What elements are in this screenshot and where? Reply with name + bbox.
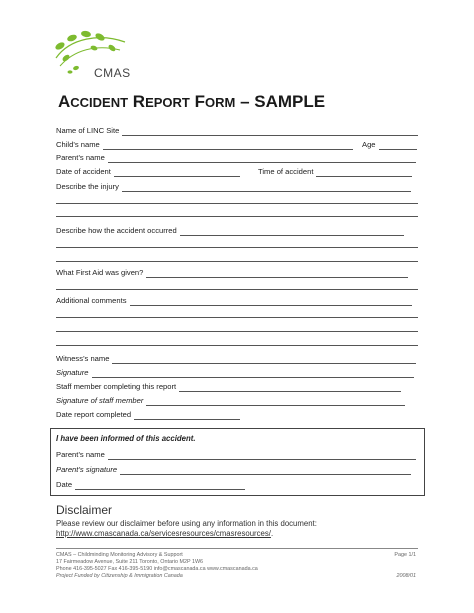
box-parents-signature-field[interactable]: Parent’s signature (56, 463, 411, 475)
how-line-3[interactable] (56, 261, 418, 262)
how-line-2[interactable] (56, 247, 418, 248)
informed-heading: I have been informed of this accident. (56, 434, 196, 443)
footer-org: CMAS – Childminding Monitoring Advisory & Support (56, 552, 183, 558)
first-aid-line-2[interactable] (56, 289, 418, 290)
additional-comments-field[interactable]: Additional comments (56, 294, 412, 306)
describe-how-field[interactable]: Describe how the accident occurred (56, 224, 404, 236)
first-aid-field[interactable]: What First Aid was given? (56, 266, 408, 278)
date-report-field[interactable]: Date report completed (56, 408, 240, 420)
comments-line-2[interactable] (56, 317, 418, 318)
childs-name-field[interactable]: Child’s name (56, 138, 353, 150)
logo-text: CMAS (94, 66, 131, 80)
injury-line-3[interactable] (56, 216, 418, 217)
disclaimer-text: Please review our disclaimer before using any information in this document: (56, 519, 317, 528)
linc-site-field[interactable]: Name of LINC Site (56, 124, 418, 136)
date-of-accident-field[interactable]: Date of accident (56, 165, 240, 177)
witness-name-field[interactable]: Witness’s name (56, 352, 416, 364)
comments-line-4[interactable] (56, 345, 418, 346)
describe-injury-field[interactable]: Describe the injury (56, 180, 411, 192)
staff-member-field[interactable]: Staff member completing this report (56, 380, 401, 392)
footer-divider (56, 548, 418, 549)
parents-name-field[interactable]: Parent’s name (56, 151, 416, 163)
footer-date: 2008/01 (396, 573, 416, 579)
staff-signature-field[interactable]: Signature of staff member (56, 394, 405, 406)
box-date-field[interactable]: Date (56, 478, 245, 490)
comments-line-3[interactable] (56, 331, 418, 332)
injury-line-2[interactable] (56, 203, 418, 204)
age-field[interactable]: Age (362, 138, 417, 150)
disclaimer-link[interactable]: http://www.cmascanada.ca/servicesresources/cmasresources/. (56, 529, 274, 538)
box-parents-name-field[interactable]: Parent’s name (56, 448, 416, 460)
footer-contact: Phone 416-395-5027 Fax 416-395-5190 info@cmascanada.ca www.cmascanada.ca (56, 566, 258, 572)
page-title: ACCIDENT REPORT FORM – SAMPLE (58, 92, 326, 111)
signature-field[interactable]: Signature (56, 366, 414, 378)
footer-funding: Project Funded by Citizenship & Immigration Canada (56, 573, 183, 579)
time-of-accident-field[interactable]: Time of accident (258, 165, 412, 177)
footer-address: 17 Fairmeadow Avenue, Suite 211 Toronto, Ontario M2P 1W6 (56, 559, 204, 565)
footer-page: Page 1/1 (394, 552, 416, 558)
disclaimer-heading: Disclaimer (56, 503, 113, 517)
